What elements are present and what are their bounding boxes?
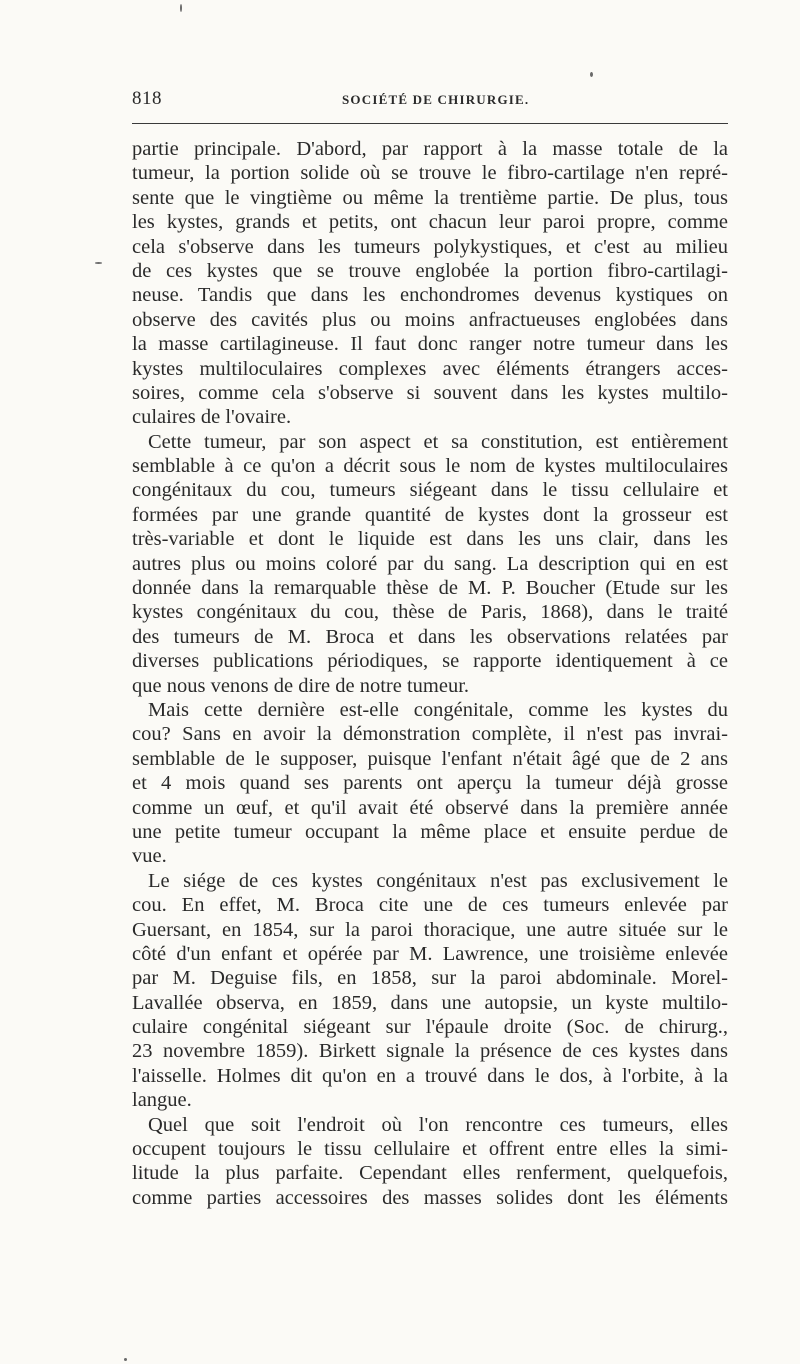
text-line: sente que le vingtième ou même la trentième partie. De plus, tous	[132, 186, 728, 209]
text-line: kystes multiloculaires complexes avec éléments étrangers acces-	[132, 357, 728, 380]
header-rule	[132, 123, 728, 124]
text-line: cou? Sans en avoir la démonstration complète, il n'est pas invrai-	[132, 723, 728, 746]
text-line: occupent toujours le tissu cellulaire et offrent entre elles la simi-	[132, 1138, 728, 1161]
text-line: Mais cette dernière est-elle congénitale, comme les kystes du	[148, 698, 728, 721]
text-line: tumeur, la portion solide où se trouve le fibro-cartilage n'en repré-	[132, 162, 728, 185]
text-line: Lavallée observa, en 1859, dans une autopsie, un kyste multilo-	[132, 991, 728, 1014]
page-header	[132, 88, 728, 118]
text-line: de ces kystes que se trouve englobée la portion fibro-cartilagi-	[132, 259, 728, 282]
text-line: culaires de l'ovaire.	[132, 406, 292, 429]
text-line: autres plus ou moins coloré par du sang. La description qui en est	[132, 552, 728, 575]
text-line: cela s'observe dans les tumeurs polykystiques, et c'est au milieu	[132, 235, 728, 258]
text-line: partie principale. D'abord, par rapport à la masse totale de la	[132, 138, 728, 160]
page-number: 818	[132, 88, 162, 109]
text-line: que nous venons de dire de notre tumeur.	[132, 674, 470, 697]
text-line: langue.	[132, 1089, 192, 1112]
text-line: cou. En effet, M. Broca cite une de ces tumeurs enlevée par	[132, 894, 728, 917]
text-line: observe des cavités plus ou moins anfractueuses englobées dans	[132, 308, 728, 331]
running-head: SOCIÉTÉ DE CHIRURGIE.	[342, 92, 530, 107]
text-line: culaire congénital siégeant sur l'épaule droite (Soc. de chirurg.,	[132, 1016, 728, 1039]
paper-speck	[95, 262, 102, 264]
text-line: la masse cartilagineuse. Il faut donc ranger notre tumeur dans les	[132, 333, 728, 356]
body-text	[132, 137, 728, 1210]
text-line: vue.	[132, 845, 167, 868]
text-line: par M. Deguise fils, en 1858, sur la paroi abdominale. Morel-	[132, 967, 728, 990]
paper-speck	[590, 72, 593, 77]
text-line: comme un œuf, et qu'il avait été observé dans la première année	[132, 796, 728, 819]
text-line: donnée dans la remarquable thèse de M. P. Boucher (Etude sur les	[132, 577, 728, 600]
text-line: Le siége de ces kystes congénitaux n'est pas exclusivement le	[148, 869, 728, 892]
text-line: des tumeurs de M. Broca et dans les observations relatées par	[132, 625, 728, 648]
text-line: litude la plus parfaite. Cependant elles renferment, quelquefois,	[132, 1162, 728, 1185]
text-line: comme parties accessoires des masses solides dont les éléments	[132, 1186, 728, 1209]
text-line: semblable de le supposer, puisque l'enfant n'était âgé que de 2 ans	[132, 747, 728, 770]
text-line: une petite tumeur occupant la même place et ensuite perdue de	[132, 820, 728, 843]
text-line: l'aisselle. Holmes dit qu'on en a trouvé dans le dos, à l'orbite, à la	[132, 1064, 728, 1087]
text-line: Cette tumeur, par son aspect et sa constitution, est entièrement	[148, 430, 728, 453]
text-line: et 4 mois quand ses parents ont aperçu la tumeur déjà grosse	[132, 772, 728, 795]
text-line: Guersant, en 1854, sur la paroi thoracique, une autre située sur le	[132, 918, 728, 941]
text-line: très-variable et dont le liquide est dans les uns clair, dans les	[132, 528, 728, 551]
text-line: congénitaux du cou, tumeurs siégeant dans le tissu cellulaire et	[132, 479, 728, 502]
text-line: 23 novembre 1859). Birkett signale la présence de ces kystes dans	[132, 1040, 728, 1063]
text-line: semblable à ce qu'on a décrit sous le nom de kystes multiloculaires	[132, 455, 728, 478]
text-line: formées par une grande quantité de kystes dont la grosseur est	[132, 503, 728, 526]
text-line: les kystes, grands et petits, ont chacun leur paroi propre, comme	[132, 211, 728, 234]
text-line: kystes congénitaux du cou, thèse de Paris, 1868), dans le traité	[132, 601, 728, 624]
text-line: côté d'un enfant et opérée par M. Lawrence, une troisième enlevée	[132, 942, 728, 965]
text-line: Quel que soit l'endroit où l'on rencontre ces tumeurs, elles	[148, 1113, 728, 1136]
text-line: neuse. Tandis que dans les enchondromes devenus kystiques on	[132, 284, 728, 307]
text-line: soires, comme cela s'observe si souvent dans les kystes multilo-	[132, 381, 728, 404]
paper-speck	[180, 4, 182, 12]
paper-speck	[124, 1358, 127, 1361]
text-line: diverses publications périodiques, se rapporte identiquement à ce	[132, 650, 728, 673]
